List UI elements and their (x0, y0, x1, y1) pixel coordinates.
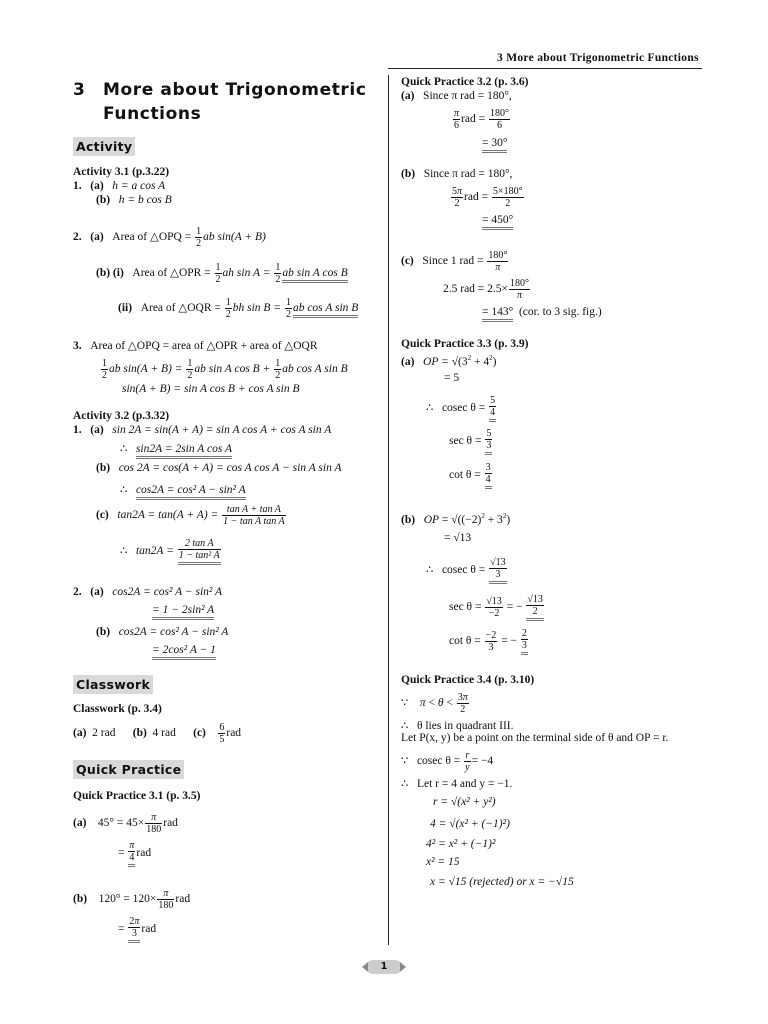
line: r = √(x² + y²) (433, 796, 496, 808)
line: ∵ cosec θ = $\frac{r}{y}$ = −4 (401, 750, 494, 773)
line: 4² = x² + (−1)² (426, 838, 496, 850)
line: 4 = √(x² + (−1)²) (430, 818, 510, 830)
section-quick-practice: Quick Practice (73, 760, 184, 779)
chapter-title-line2: Functions (103, 104, 202, 124)
line: Let P(x, y) be a point on the terminal side of θ and OP = r. (401, 732, 669, 744)
line: $\frac{1}{2}$ ab sin(A + B) = $\frac{1}{2}$ ab sin A cos B + $\frac{1}{2}$ ab cos A sin B (102, 358, 348, 381)
line: $\frac{\pi}{6}$ rad = $\frac{180^\circ}{6}$ (454, 108, 509, 131)
line: 2. (a) cos2A = cos² A − sin² A (73, 586, 223, 598)
line: = 2cos² A − 1 (152, 644, 216, 656)
line: ∵ π < θ < $\frac{3\pi}{2}$ (401, 692, 468, 715)
chapter-title (73, 78, 367, 126)
line: ∴ Let r = 4 and y = −1. (401, 778, 513, 790)
qp31-heading: Quick Practice 3.1 (p. 3.5) (73, 790, 201, 802)
line: = $\frac{2\pi}{3}$ rad (118, 916, 156, 943)
line: (b) Since π rad = 180°, (401, 168, 513, 180)
line: (b) cos2A = cos² A − sin² A (96, 626, 229, 638)
chapter-title-line1: More about Trigonometric (103, 80, 367, 100)
column-divider (388, 75, 389, 945)
line: 1. (a) h = a cos A (73, 180, 166, 192)
line: $\frac{5\pi}{2}$ rad = $\frac{5\times 180^\circ}{2}$ (452, 186, 523, 209)
line: ∴ cos2A = cos² A − sin² A (120, 482, 246, 496)
line: ∴ tan2A = $\frac{\text{2 tan A}}{\text{1 − tan² A}}$ (120, 538, 222, 565)
activity31-heading: Activity 3.1 (p.3.22) (73, 166, 170, 178)
line: 2. (a) Area of △OPQ = $\frac{1}{2}$ ab sin(A + B) (73, 226, 266, 249)
activity32-heading: Activity 3.2 (p.3.32) (73, 410, 170, 422)
line: = √13 (444, 532, 472, 544)
line: ∴ θ lies in quadrant III. (401, 720, 514, 732)
line: 1. (a) sin 2A = sin(A + A) = sin A cos A + cos A sin A (73, 424, 332, 436)
line: (c) Since 1 rad = $\frac{180^\circ}{\pi}$ (401, 250, 508, 273)
line: = 1 − 2sin² A (152, 604, 214, 616)
line: sec θ = $\frac{√13}{-2}$ = − $\frac{√13}{2}$ (449, 594, 543, 619)
line: = 450° (482, 214, 513, 226)
line: sec θ = $\frac{5}{3}$ (449, 428, 493, 455)
page-number: 1 (366, 960, 402, 974)
qp32-heading: Quick Practice 3.2 (p. 3.6) (401, 76, 529, 88)
line: (a) 45° = 45× $\frac{\pi}{180}$ rad (73, 812, 178, 835)
line: = 30° (482, 137, 507, 149)
line: (a) OP = $√(3^2 + 4^2)$ (401, 354, 497, 368)
line: x = √15 (rejected) or x = −√15 (430, 876, 574, 888)
line: (b) OP = $√((-2)^2 + 3^2)$ (401, 512, 511, 526)
qp34-heading: Quick Practice 3.4 (p. 3.10) (401, 674, 535, 686)
line: = 5 (444, 372, 460, 384)
line: 2.5 rad = 2.5× $\frac{180^\circ}{\pi}$ (443, 278, 530, 301)
line: ∴ cosec θ = $\frac{5}{4}$ (426, 395, 497, 422)
line: ∴ cosec θ = $\frac{√13}{3}$ (426, 557, 508, 584)
line: (ii) Area of △OQR = $\frac{1}{2}$ bh sin B = $\frac{1}{2}$ ab cos A sin B (118, 297, 359, 320)
line: = $\frac{\pi}{4}$ rad (118, 840, 151, 867)
line: (b) (i) Area of △OPR = $\frac{1}{2}$ ah sin A = $\frac{1}{2}$ ab sin A cos B (96, 262, 348, 285)
line: 3. Area of △OPQ = area of △OPR + area of △OQR (73, 340, 318, 352)
line: cot θ = $\frac{3}{4}$ (449, 462, 493, 489)
running-header: 3 More about Trigonometric Functions (497, 52, 699, 64)
line: (c) tan2A = tan(A + A) = $\frac{\text{tan A + tan A}}{\text{1 − tan A tan A}}$ (96, 504, 285, 527)
header-rule (388, 68, 702, 69)
line: (a) 2 rad (b) 4 rad (c) $\frac{6}{5}$ rad (73, 722, 242, 745)
line: (a) Since π rad = 180°, (401, 90, 512, 102)
line: (b) 120° = 120× $\frac{\pi}{180}$ rad (73, 888, 191, 911)
section-classwork: Classwork (73, 675, 153, 694)
line: x² = 15 (426, 856, 460, 868)
line: sin(A + B) = sin A cos B + cos A sin B (122, 383, 300, 395)
line: = 143° (cor. to 3 sig. fig.) (482, 306, 602, 318)
chapter-number: 3 (73, 80, 86, 100)
line: (b) cos 2A = cos(A + A) = cos A cos A − sin A sin A (96, 462, 342, 474)
line: (b) h = b cos B (96, 194, 172, 206)
section-activity: Activity (73, 137, 135, 156)
line: ∴ sin2A = 2sin A cos A (120, 441, 232, 455)
line: cot θ = $\frac{-2}{3}$ = − $\frac{2}{3}$ (449, 628, 527, 653)
qp33-heading: Quick Practice 3.3 (p. 3.9) (401, 338, 529, 350)
classwork-heading: Classwork (p. 3.4) (73, 703, 162, 715)
